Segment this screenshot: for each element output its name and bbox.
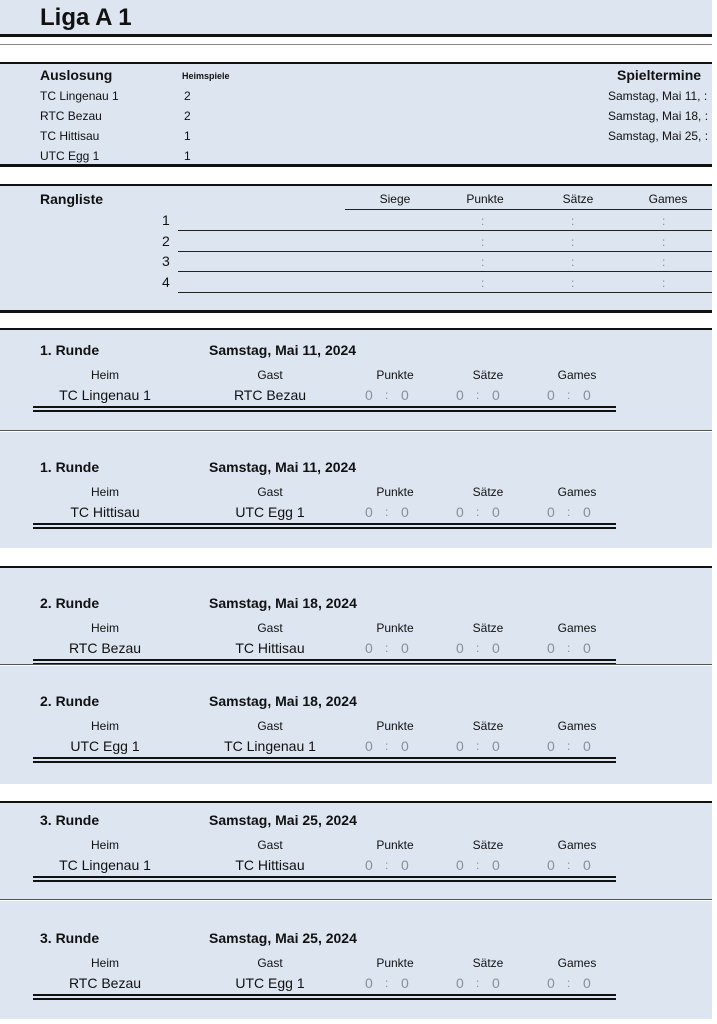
rangliste-heading: Rangliste (40, 191, 104, 207)
saetze-away: 0 (492, 640, 500, 656)
rank-underline (178, 251, 712, 252)
games-away: 0 (583, 738, 591, 754)
rank-separator: : (571, 234, 575, 249)
games-away: 0 (583, 640, 591, 656)
punkte-sep: : (385, 976, 389, 990)
saetze-away: 0 (492, 387, 500, 403)
punkte-away: 0 (401, 387, 409, 403)
label-gast: Gast (257, 719, 283, 733)
punkte-home: 0 (365, 387, 373, 403)
label-gast: Gast (257, 838, 283, 852)
rank-separator: : (662, 234, 666, 249)
punkte-home: 0 (365, 504, 373, 520)
rank-separator: : (481, 255, 485, 269)
rank-separator: : (481, 234, 485, 249)
block-divider (0, 899, 712, 900)
team-heimspiele: 2 (184, 109, 191, 123)
match-round: 2. Runde (40, 693, 100, 709)
auslosung-bottom-rule (0, 164, 712, 167)
label-gast: Gast (257, 485, 283, 499)
score-underline (33, 659, 616, 661)
punkte-away: 0 (401, 738, 409, 754)
heim-team: RTC Bezau (68, 640, 142, 656)
saetze-home: 0 (456, 640, 464, 656)
auslosung-heading: Auslosung (40, 67, 113, 83)
label-games: Games (557, 621, 597, 635)
team-heimspiele: 1 (184, 129, 191, 143)
score-underline (33, 757, 616, 759)
team-name: TC Hittisau (40, 129, 100, 143)
label-punkte: Punkte (376, 485, 414, 499)
match-round: 1. Runde (40, 459, 100, 475)
label-games: Games (557, 838, 597, 852)
rank-separator: : (571, 255, 575, 269)
rank-separator: : (662, 214, 666, 228)
games-sep: : (567, 739, 571, 753)
gast-team: UTC Egg 1 (235, 975, 305, 991)
label-saetze: Sätze (472, 838, 504, 852)
match-round: 1. Runde (40, 342, 100, 358)
label-punkte: Punkte (376, 368, 414, 382)
label-punkte: Punkte (376, 956, 414, 970)
punkte-home: 0 (365, 975, 373, 991)
page-title: Liga A 1 (40, 4, 132, 31)
saetze-sep: : (476, 858, 480, 872)
games-home: 0 (547, 387, 555, 403)
label-punkte: Punkte (376, 719, 414, 733)
games-home: 0 (547, 975, 555, 991)
label-punkte: Punkte (376, 621, 414, 635)
games-sep: : (567, 858, 571, 872)
rank-separator: : (571, 214, 575, 228)
team-heimspiele: 2 (184, 89, 191, 103)
punkte-away: 0 (401, 975, 409, 991)
punkte-home: 0 (365, 738, 373, 754)
saetze-home: 0 (456, 387, 464, 403)
block-divider (0, 664, 712, 665)
label-heim: Heim (90, 621, 119, 635)
match-date: Samstag, Mai 18, 2024 (209, 693, 357, 709)
saetze-home: 0 (456, 738, 464, 754)
label-heim: Heim (90, 485, 119, 499)
col-siege: Siege (379, 192, 411, 206)
label-heim: Heim (90, 838, 119, 852)
games-home: 0 (547, 504, 555, 520)
rank-separator: : (662, 255, 666, 269)
saetze-sep: : (476, 739, 480, 753)
label-heim: Heim (90, 719, 119, 733)
games-sep: : (567, 976, 571, 990)
score-underline (33, 994, 616, 996)
gast-team: UTC Egg 1 (235, 504, 305, 520)
match-date: Samstag, Mai 11, 2024 (209, 342, 357, 358)
gast-team: TC Hittisau (235, 640, 305, 656)
games-away: 0 (583, 975, 591, 991)
score-underline (33, 410, 616, 412)
games-away: 0 (583, 387, 591, 403)
punkte-away: 0 (401, 640, 409, 656)
rank-separator: : (481, 214, 485, 228)
label-heim: Heim (90, 956, 119, 970)
saetze-home: 0 (456, 975, 464, 991)
match-round: 3. Runde (40, 930, 100, 946)
label-saetze: Sätze (472, 368, 504, 382)
gast-team: TC Lingenau 1 (224, 738, 316, 754)
punkte-sep: : (385, 739, 389, 753)
team-heimspiele: 1 (184, 149, 191, 163)
heimspiele-header: Heimspiele (182, 71, 230, 81)
games-home: 0 (547, 857, 555, 873)
games-sep: : (567, 641, 571, 655)
title-underline (0, 34, 712, 37)
score-underline (33, 523, 616, 525)
score-underline (33, 876, 616, 878)
games-sep: : (567, 388, 571, 402)
divider (0, 44, 712, 45)
rank-number: 2 (162, 232, 170, 249)
rank-separator: : (481, 275, 485, 290)
label-gast: Gast (257, 621, 283, 635)
saetze-away: 0 (492, 504, 500, 520)
match-date: Samstag, Mai 25, 2024 (209, 812, 357, 828)
gast-team: TC Hittisau (235, 857, 305, 873)
match-date: Samstag, Mai 18, 2024 (209, 595, 357, 611)
punkte-sep: : (385, 858, 389, 872)
saetze-away: 0 (492, 975, 500, 991)
team-name: RTC Bezau (40, 109, 102, 123)
saetze-sep: : (476, 505, 480, 519)
score-underline (33, 406, 616, 408)
saetze-away: 0 (492, 738, 500, 754)
score-underline (33, 761, 616, 763)
rank-number: 1 (162, 212, 170, 228)
label-games: Games (557, 485, 597, 499)
heim-team: TC Lingenau 1 (59, 857, 151, 873)
punkte-home: 0 (365, 857, 373, 873)
rank-underline (178, 292, 712, 293)
punkte-sep: : (385, 641, 389, 655)
label-games: Games (557, 956, 597, 970)
label-saetze: Sätze (472, 485, 504, 499)
label-games: Games (557, 719, 597, 733)
heim-team: TC Lingenau 1 (59, 387, 151, 403)
heim-team: UTC Egg 1 (70, 738, 140, 754)
col-games: Games (648, 192, 688, 206)
games-away: 0 (583, 504, 591, 520)
spieltermine-heading: Spieltermine (617, 67, 702, 83)
block-divider (0, 430, 712, 431)
punkte-away: 0 (401, 857, 409, 873)
rank-separator: : (571, 275, 575, 290)
col-saetze: Sätze (562, 192, 594, 206)
match-date: Samstag, Mai 25, 2024 (209, 930, 357, 946)
saetze-sep: : (476, 388, 480, 402)
rank-number: 3 (162, 253, 170, 269)
team-name: TC Lingenau 1 (40, 89, 119, 103)
spieltermin: Samstag, Mai 18, : (608, 109, 709, 123)
label-saetze: Sätze (472, 719, 504, 733)
games-home: 0 (547, 640, 555, 656)
score-underline (33, 998, 616, 1000)
saetze-sep: : (476, 641, 480, 655)
label-gast: Gast (257, 956, 283, 970)
label-saetze: Sätze (472, 621, 504, 635)
match-round: 2. Runde (40, 595, 100, 611)
rank-underline (178, 230, 712, 231)
score-underline (33, 880, 616, 882)
saetze-home: 0 (456, 504, 464, 520)
header-underline (345, 209, 712, 210)
spieltermin: Samstag, Mai 11, : (608, 89, 708, 103)
heim-team: TC Hittisau (70, 504, 140, 520)
label-gast: Gast (257, 368, 283, 382)
label-games: Games (557, 368, 597, 382)
rank-number: 4 (162, 273, 170, 290)
games-away: 0 (583, 857, 591, 873)
score-underline (33, 527, 616, 529)
spieltermin: Samstag, Mai 25, : (608, 129, 709, 143)
col-punkte: Punkte (466, 192, 504, 206)
punkte-sep: : (385, 388, 389, 402)
games-sep: : (567, 505, 571, 519)
gast-team: RTC Bezau (233, 387, 307, 403)
team-name: UTC Egg 1 (40, 149, 100, 163)
games-home: 0 (547, 738, 555, 754)
rank-separator: : (662, 275, 666, 290)
saetze-sep: : (476, 976, 480, 990)
label-saetze: Sätze (472, 956, 504, 970)
label-heim: Heim (90, 368, 119, 382)
punkte-sep: : (385, 505, 389, 519)
match-date: Samstag, Mai 11, 2024 (209, 459, 357, 475)
rangliste-bottom-rule (0, 310, 712, 313)
punkte-away: 0 (401, 504, 409, 520)
saetze-away: 0 (492, 857, 500, 873)
match-round: 3. Runde (40, 812, 100, 828)
rank-underline (178, 271, 712, 272)
label-punkte: Punkte (376, 838, 414, 852)
saetze-home: 0 (456, 857, 464, 873)
punkte-home: 0 (365, 640, 373, 656)
heim-team: RTC Bezau (68, 975, 142, 991)
